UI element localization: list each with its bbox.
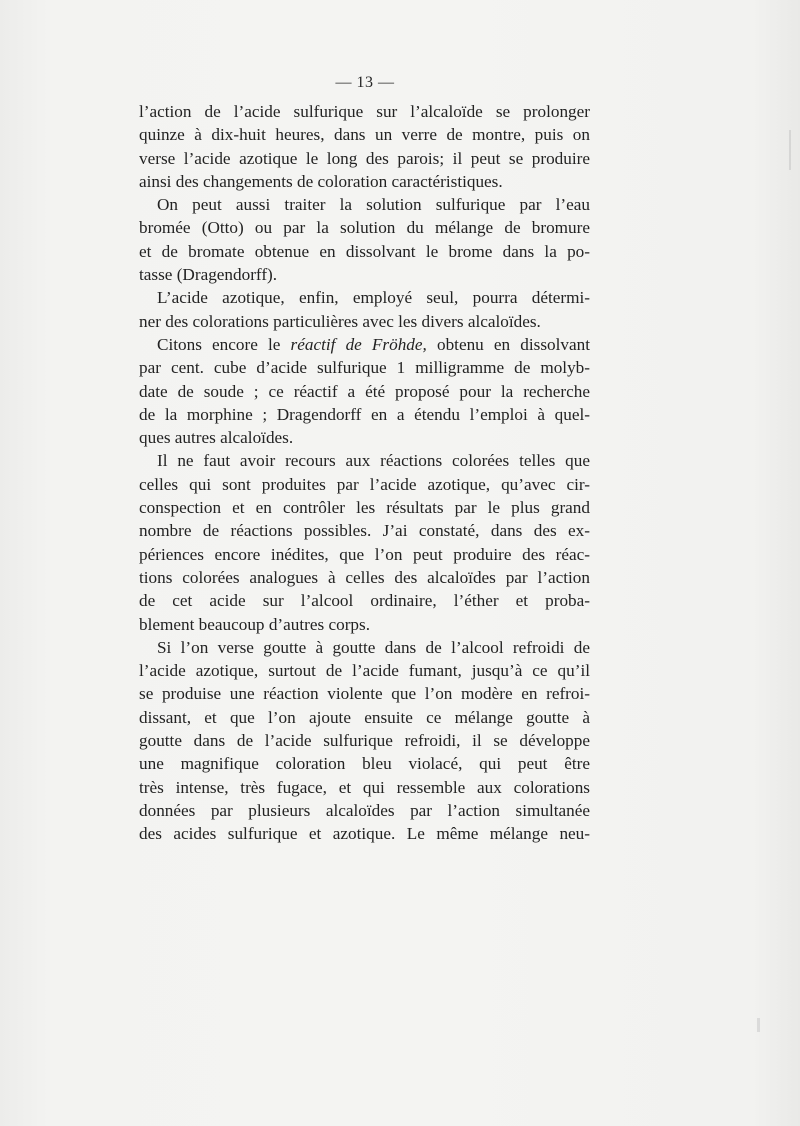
text-line (139, 822, 590, 845)
text-line (139, 310, 590, 333)
text-line (139, 333, 590, 356)
text-line (139, 543, 590, 566)
text-segment: goutte dans de l’acide sulfurique refroidi, il se développe (139, 731, 590, 751)
text-line (139, 799, 590, 822)
italic-segment: réactif de Fröhde, (290, 334, 427, 354)
text-segment: conspection et en contrôler les résultats par le plus grand (139, 498, 590, 518)
text-line (139, 752, 590, 775)
text-segment: se produise une réaction violente que l’on modère en refroi- (139, 684, 590, 704)
text-line (139, 356, 590, 379)
text-line (139, 706, 590, 729)
text-segment: verse l’acide azotique le long des parois; il peut se produire (139, 148, 590, 168)
text-segment: Citons encore le (157, 334, 291, 354)
text-line (139, 566, 590, 589)
text-line (139, 589, 590, 612)
text-line (139, 123, 590, 146)
text-line (139, 403, 590, 426)
text-segment: blement beaucoup d’autres corps. (139, 614, 370, 634)
text-line (139, 170, 590, 193)
text-line (139, 380, 590, 403)
text-line (139, 473, 590, 496)
text-segment: ques autres alcaloïdes. (139, 428, 294, 448)
text-line (139, 682, 590, 705)
text-segment: quinze à dix-huit heures, dans un verre de montre, puis on (139, 125, 590, 145)
text-line (139, 426, 590, 449)
text-line (139, 729, 590, 752)
text-segment: dissant, et que l’on ajoute ensuite ce mélange goutte à (139, 707, 590, 727)
text-segment: périences encore inédites, que l’on peut produire des réac- (139, 544, 590, 564)
text-segment: obtenu en dissolvant (426, 334, 591, 354)
text-segment: de cet acide sur l’alcool ordinaire, l’éther et proba- (139, 591, 590, 611)
text-segment: date de soude ; ce réactif a été proposé pour la recherche (139, 381, 590, 401)
text-segment: tasse (Dragendorff). (139, 265, 278, 285)
paper-mark (757, 1018, 760, 1032)
text-segment: des acides sulfurique et azotique. Le même mélange neu- (139, 824, 590, 844)
text-line (139, 659, 590, 682)
text-line (139, 193, 590, 216)
text-segment: et de bromate obtenue en dissolvant le brome dans la po- (139, 241, 590, 261)
text-line (139, 147, 590, 170)
text-line (139, 496, 590, 519)
paper-mark (789, 130, 791, 170)
text-line (139, 216, 590, 239)
text-line (139, 240, 590, 263)
text-line (139, 100, 590, 123)
text-line (139, 636, 590, 659)
text-segment: ner des colorations particulières avec les divers alcaloïdes. (139, 311, 541, 331)
text-line (139, 449, 590, 472)
text-segment: Il ne faut avoir recours aux réactions colorées telles que (157, 451, 590, 471)
text-line (139, 613, 590, 636)
text-line (139, 286, 590, 309)
text-segment: l’action de l’acide sulfurique sur l’alcaloïde se prolonger (139, 102, 590, 121)
text-segment: une magnifique coloration bleu violacé, qui peut être (139, 754, 590, 774)
text-segment: l’acide azotique, surtout de l’acide fumant, jusqu’à ce qu’il (139, 661, 590, 681)
text-segment: données par plusieurs alcaloïdes par l’action simultanée (139, 800, 590, 820)
text-segment: très intense, très fugace, et qui ressemble aux colorations (139, 777, 590, 797)
text-segment: bromée (Otto) ou par la solution du mélange de bromure (139, 218, 590, 238)
text-segment: L’acide azotique, enfin, employé seul, pourra détermi- (157, 288, 590, 308)
text-segment: de la morphine ; Dragendorff en a étendu l’emploi à quel- (139, 404, 590, 424)
text-segment: ainsi des changements de coloration caractéristiques. (139, 171, 503, 191)
text-segment: Si l’on verse goutte à goutte dans de l’alcool refroidi de (157, 637, 590, 657)
text-segment: celles qui sont produites par l’acide azotique, qu’avec cir- (139, 474, 590, 494)
page-number: — 13 — (335, 74, 395, 91)
text-segment: nombre de réactions possibles. J’ai constaté, dans des ex- (139, 521, 590, 541)
text-segment: On peut aussi traiter la solution sulfurique par l’eau (157, 195, 590, 215)
body-text (139, 100, 590, 846)
text-segment: tions colorées analogues à celles des alcaloïdes par l’action (139, 567, 590, 587)
text-line (139, 519, 590, 542)
text-line (139, 263, 590, 286)
text-segment: par cent. cube d’acide sulfurique 1 milligramme de molyb- (139, 358, 590, 378)
text-line (139, 776, 590, 799)
